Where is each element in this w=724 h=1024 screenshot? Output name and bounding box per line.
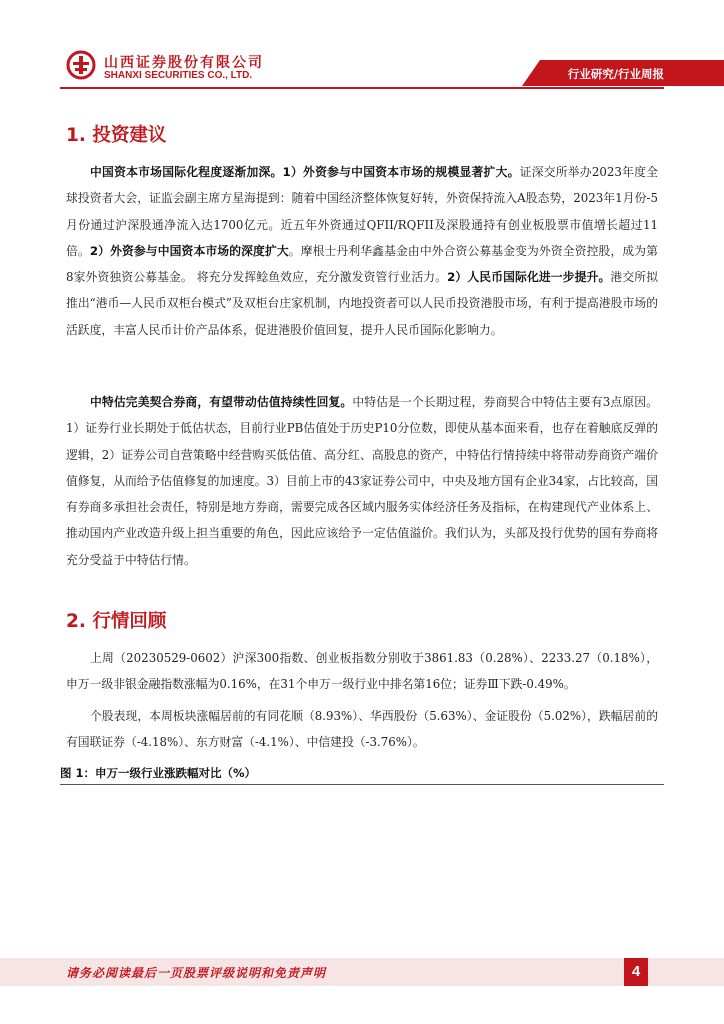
text-run: 港交所拟推出“港币—人民币双柜台模式”及双柜台庄家机制，内地投资者可以人民币投资港股市场，有利于提高港股市场的活跃度，丰富人民币计价产品体系，促进港股价值回复，提升人民币国际化影响力。 — [66, 270, 658, 337]
figure-title: 图 1：申万一级行业涨跌幅对比（%） — [60, 766, 257, 780]
section-title-investment-advice: 1. 投资建议 — [66, 125, 167, 146]
company-name-en: SHANXI SECURITIES CO., LTD. — [104, 70, 253, 81]
bold-run: 2）外资参与中国资本市场的深度扩大 — [89, 243, 289, 258]
company-name-cn: 山西证券股份有限公司 — [104, 55, 264, 71]
text-run: 证深交所举办2023年度全球投资者大会，证监会副主席方星海提到：随着中国经济整体恢复好转，外资保持流入A股态势，2023年1月份-5月份通过沪深股通净流入达1700亿元。近五年外资通过QFII/RQFII及深股通持有创业板股票市值增长超过11倍。 — [66, 165, 658, 258]
footer-disclaimer: 请务必阅读最后一页股票评级说明和免责声明 — [66, 966, 327, 980]
bold-run: 中国资本市场国际化程度逐渐加深。1）外资参与中国资本市场的规模显著扩大。 — [90, 165, 520, 179]
report-type: 行业研究/行业周报 — [567, 67, 664, 81]
paragraph-stock-performance — [66, 703, 658, 756]
paragraph-internationalization — [66, 159, 658, 343]
text-run: 。摩根士丹利华鑫基金由中外合资公募基金变为外资全资控股，成为第8家外资独资公募基金。 将充分发挥鲶鱼效应，充分激发资管行业活力。 — [66, 243, 658, 285]
text-run: 个股表现，本周板块涨幅居前的有同花顺（8.93%）、华西股份（5.63%）、金证股份（5.02%），跌幅居前的有国联证券（-4.18%）、东方财富（-4.1%）、中信建投（-3.76%）。 — [66, 709, 658, 750]
paragraph-index-performance — [66, 645, 658, 698]
section-title-market-review: 2. 行情回顾 — [66, 611, 167, 632]
figure-divider — [60, 784, 664, 785]
bold-run: 中特估完美契合券商，有望带动估值持续性回复。 — [90, 395, 353, 409]
header-divider — [60, 87, 664, 89]
text-run: 中特估是一个长期过程，券商契合中特估主要有3点原因。1）证券行业长期处于低估状态，目前行业PB估值处于历史P10分位数，即使从基本面来看，也存在着触底反弹的逻辑，2）证券公司自营策略中经营购买低估值、高分红、高股息的资产，中特估行情持续中将带动券商资产端价值修复，从而给予估值修复的加速度。3）目前上市的43家证券公司中，中央及地方国有企业34家，占比较高，国有券商多承担社会责任，特别是地方券商，需要完成各区域内服务实体经济任务及指标，在构建现代产业体系上、推动国内产业改造升级上担当重要的角色，因此应该给予一定估值溢价。我们认为，头部及投行优势的国有券商将充分受益于中特估行情。 — [66, 395, 658, 567]
page-number: 4 — [624, 958, 648, 986]
bold-run: 2）人民币国际化进一步提升。 — [447, 270, 611, 285]
text-run: 上周（20230529-0602）沪深300指数、创业板指数分别收于3861.83（0.28%）、2233.27（0.18%），申万一级非银金融指数涨幅为0.16%，在31个申万一级行业中排名第16位；证券Ⅲ下跌-0.49%。 — [66, 651, 658, 692]
shanxi-securities-logo-icon — [66, 50, 96, 80]
paragraph-special-valuation — [66, 389, 658, 573]
